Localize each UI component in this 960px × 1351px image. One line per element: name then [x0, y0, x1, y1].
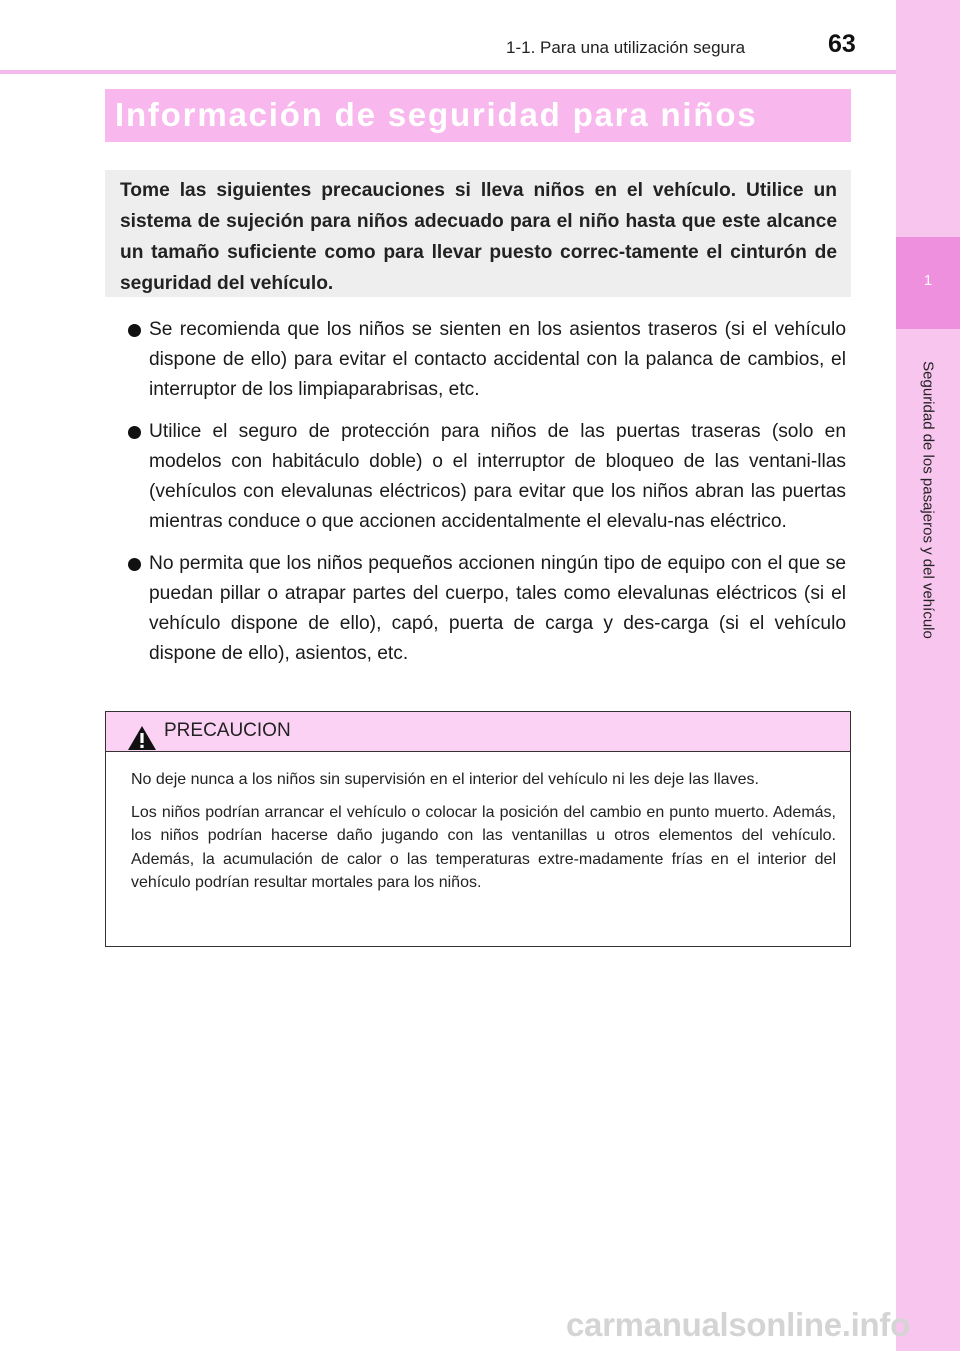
section-header: 1-1. Para una utilización segura: [506, 38, 746, 57]
caution-paragraph: No deje nunca a los niños sin supervisión en el interior del vehículo ni les deje las llaves.: [131, 771, 759, 788]
list-item-text: Se recomienda que los niños se sienten en los asientos traseros (si el vehículo dispone de ello) para evitar el contacto accidental con la palanca de cambios, el interruptor de los limpiaparabrisas, etc.: [149, 319, 846, 400]
chapter-title: Seguridad de los pasajeros y del vehículo: [919, 361, 937, 639]
caution-header: [106, 712, 850, 752]
caution-body: [106, 752, 850, 895]
watermark: carmanualsonline.info: [566, 1306, 910, 1343]
intro-text: Tome las siguientes precauciones si lleva niños en el vehículo. Utilice un sistema de sujeción para niños adecuado para el niño hasta que este alcance un tamaño suficiente como para llevar puesto correc-tamente el cinturón de seguridad del vehículo.: [120, 180, 837, 294]
bullet-icon: [128, 324, 141, 337]
list-item: [128, 315, 846, 405]
intro-box: [105, 170, 851, 297]
side-tab: [896, 0, 960, 1351]
caution-paragraph: Los niños podrían arrancar el vehículo o colocar la posición del cambio en punto muerto. Además, los niños podrían hacerse daño jugando con las ventanillas u otros elementos del vehículo. Además, la acumulación de calor o las temperaturas extre-madamente frías en el interior del vehículo podrían resultar mortales para los niños.: [131, 803, 836, 891]
page-number: 63: [828, 30, 856, 58]
caution-box: [105, 711, 851, 947]
page-title: Información de seguridad para niños: [115, 96, 758, 133]
caution-title: PRECAUCION: [164, 720, 291, 741]
list-item-text: Utilice el seguro de protección para niños de las puertas traseras (solo en modelos con habitáculo doble) o el interruptor de bloqueo de las ventani-llas (vehículos con elevalunas eléctricos) para evitar que los niños abran las puertas mientras conduce o que accionen accidentalmente el elevalu-nas eléctrico.: [149, 421, 846, 532]
chapter-number: 1: [923, 272, 933, 289]
list-item: [128, 417, 846, 537]
list-item: [128, 549, 846, 669]
bullet-icon: [128, 558, 141, 571]
warning-triangle-icon: [127, 725, 157, 751]
list-item-text: No permita que los niños pequeños accionen ningún tipo de equipo con el que se puedan pillar o atrapar partes del cuerpo, tales como elevalunas eléctricos (si el vehículo dispone de ello), capó, puerta de carga y des-carga (si el vehículo dispone de ello), asientos, etc.: [149, 553, 846, 664]
bullet-icon: [128, 426, 141, 439]
bullet-list: [128, 315, 846, 681]
header-divider: [0, 70, 896, 74]
